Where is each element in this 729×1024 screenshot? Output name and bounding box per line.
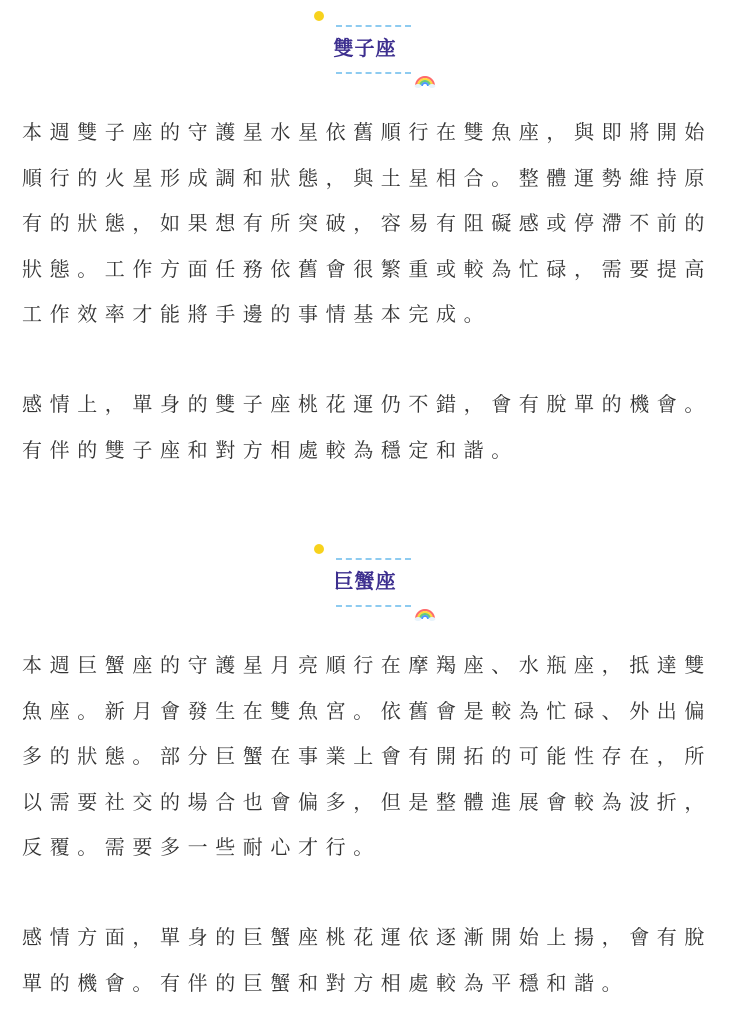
paragraph-work: 本週雙子座的守護星水星依舊順行在雙魚座，與即將開始順行的火星形成調和狀態，與土星相合。整體運勢維持原有的狀態，如果想有所突破，容易有阻礙感或停滯不前的狀態。工作方面任務依舊會很繁重或較為忙碌，需要提高工作效率才能將手邊的事情基本完成。: [22, 120, 712, 326]
paragraph-work: 本週巨蟹座的守護星月亮順行在摩羯座、水瓶座，抵達雙魚座。新月會發生在雙魚宮。依舊會是較為忙碌、外出偏多的狀態。部分巨蟹在事業上會有開拓的可能性存在，所以需要社交的場合也會偏多，但是整體進展會較為波折，反覆。需要多一些耐心才行。: [22, 653, 712, 859]
yellow-dot-icon: [314, 544, 324, 554]
section-header: [0, 0, 729, 80]
dashed-divider: [336, 72, 411, 74]
paragraph-love: 感情上，單身的雙子座桃花運仍不錯，會有脫單的機會。有伴的雙子座和對方相處較為穩定和諧。: [22, 392, 712, 462]
section-gemini: [0, 0, 729, 462]
section-cancer: [0, 533, 729, 995]
section-header: [0, 533, 729, 613]
section-title: 雙子座: [333, 36, 397, 60]
paragraph-love: 感情方面，單身的巨蟹座桃花運依逐漸開始上揚，會有脫單的機會。有伴的巨蟹和對方相處較為平穩和諧。: [22, 925, 712, 995]
dashed-divider: [336, 25, 411, 27]
rainbow-icon: [414, 607, 436, 621]
dashed-divider: [336, 558, 411, 560]
yellow-dot-icon: [314, 11, 324, 21]
rainbow-icon: [414, 74, 436, 88]
section-title: 巨蟹座: [333, 569, 397, 593]
dashed-divider: [336, 605, 411, 607]
